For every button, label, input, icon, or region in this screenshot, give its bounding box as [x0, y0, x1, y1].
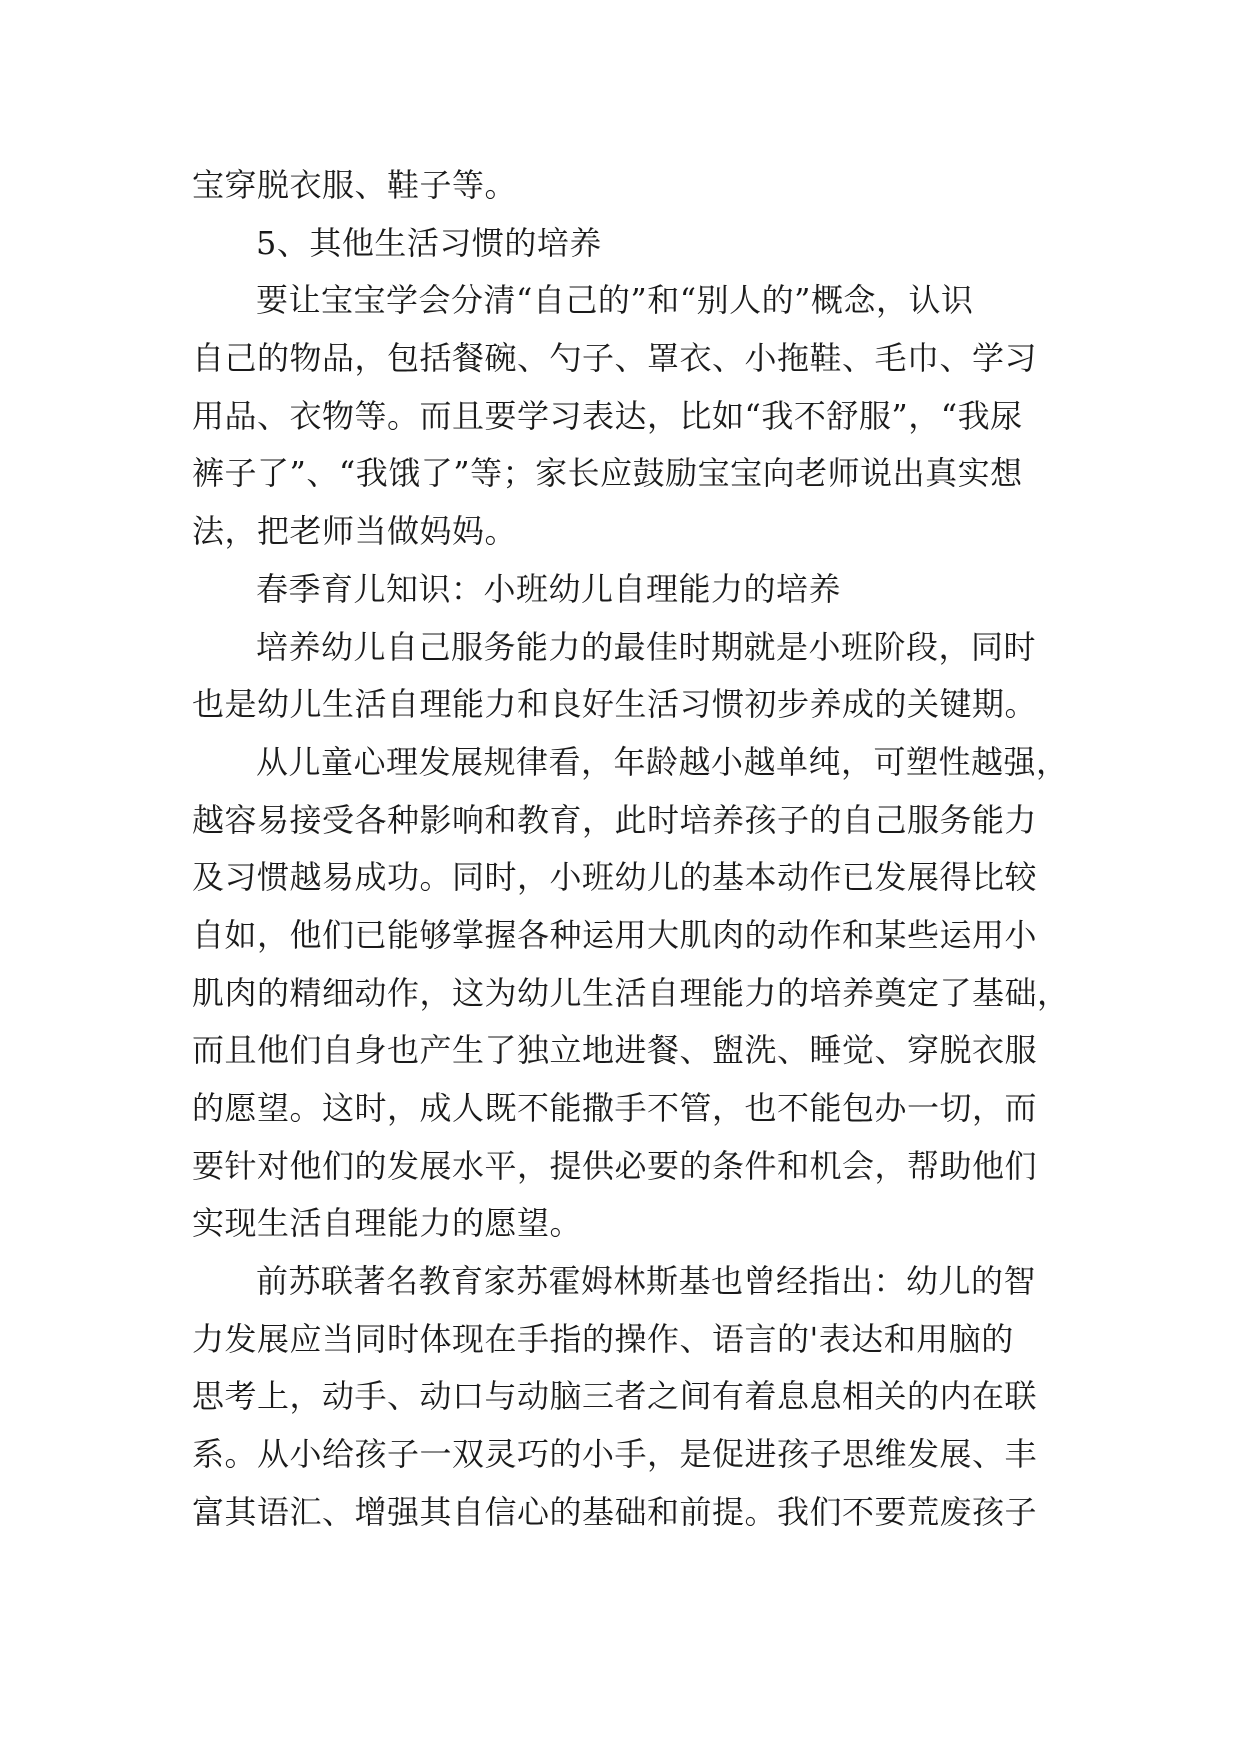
text-line: 系。从小给孩子一双灵巧的小手，是促进孩子思维发展、丰 — [192, 1435, 1038, 1474]
text-line: 而且他们自身也产生了独立地进餐、盥洗、睡觉、穿脱衣服 — [192, 1031, 1038, 1070]
text-line: 肌肉的精细动作，这为幼儿生活自理能力的培养奠定了基础， — [192, 973, 1070, 1012]
text-line: 越容易接受各种影响和教育，此时培养孩子的自己服务能力 — [192, 800, 1038, 839]
text-line: 自己的物品，包括餐碗、勺子、罩衣、小拖鞋、毛巾、学习 — [192, 339, 1038, 378]
text-line: 的愿望。这时，成人既不能撒手不管，也不能包办一切，而 — [192, 1089, 1038, 1127]
text-line: 裤子了”、“我饿了”等；家长应鼓励宝宝向老师说出真实想 — [192, 454, 1023, 493]
text-line: 力发展应当同时体现在手指的操作、语言的'表达和用脑的 — [192, 1319, 1014, 1358]
text-line: 培养幼儿自己服务能力的最佳时期就是小班阶段，同时 — [256, 627, 1037, 666]
text-line: 要让宝宝学会分清“自己的”和“别人的”概念，认识 — [256, 281, 974, 320]
text-line: 从儿童心理发展规律看，年龄越小越单纯，可塑性越强， — [256, 742, 1069, 781]
text-line: 前苏联著名教育家苏霍姆林斯基也曾经指出：幼儿的智 — [256, 1262, 1037, 1301]
section-heading: 春季育儿知识：小班幼儿自理能力的培养 — [256, 569, 842, 608]
text-line: 思考上，动手、动口与动脑三者之间有着息息相关的内在联 — [192, 1377, 1038, 1416]
text-line: 实现生活自理能力的愿望。 — [192, 1204, 583, 1243]
text-line: 自如，他们已能够掌握各种运用大肌肉的动作和某些运用小 — [192, 915, 1038, 954]
text-line: 富其语汇、增强其自信心的基础和前提。我们不要荒废孩子 — [192, 1492, 1038, 1531]
text-line: 及习惯越易成功。同时，小班幼儿的基本动作已发展得比较 — [192, 858, 1038, 897]
text-line: 宝穿脱衣服、鞋子等。 — [192, 166, 518, 204]
text-line: 要针对他们的发展水平，提供必要的条件和机会，帮助他们 — [192, 1146, 1038, 1185]
body-text — [192, 157, 1092, 1542]
text-line: 也是幼儿生活自理能力和良好生活习惯初步养成的关键期。 — [192, 685, 1038, 724]
text-line: 用品、衣物等。而且要学习表达，比如“我不舒服”，“我尿 — [192, 396, 1023, 435]
section-heading: 5、其他生活习惯的培养 — [256, 223, 602, 262]
text-line: 法，把老师当做妈妈。 — [192, 512, 518, 551]
